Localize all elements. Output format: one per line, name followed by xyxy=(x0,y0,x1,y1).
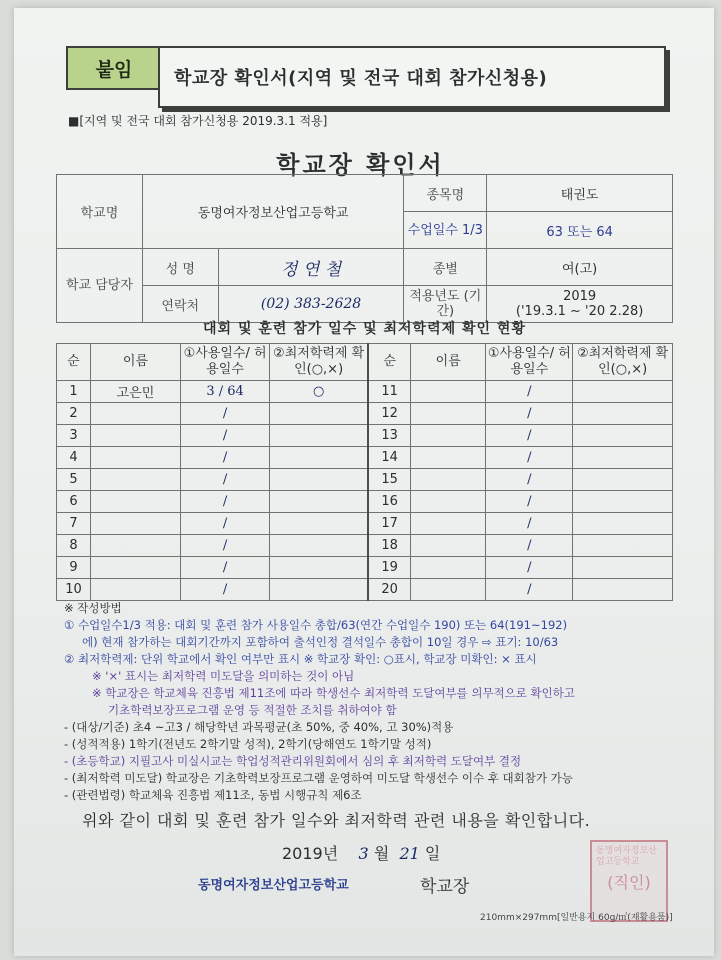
note-3: ※ '×' 표시는 최저학력 미도달을 의미하는 것이 아님 xyxy=(92,669,355,683)
row-number: 14 xyxy=(368,447,410,469)
table-row xyxy=(57,557,673,579)
confirmation-text: 위와 같이 대회 및 훈련 참가 일수와 최저학력 관련 내용을 확인합니다. xyxy=(82,811,591,830)
days-used: / xyxy=(181,469,270,491)
athlete-name xyxy=(90,535,180,557)
academic-check xyxy=(270,425,369,447)
days-used: / xyxy=(181,579,270,601)
table-row xyxy=(57,403,673,425)
contact-value: (02) 383-2628 xyxy=(218,286,404,323)
table-row xyxy=(57,491,673,513)
page-title: 학교장 확인서 xyxy=(276,151,445,179)
days-used: / xyxy=(181,425,270,447)
note-9: - (관련법령) 학교체육 진흥법 제11조, 동법 시행규칙 제6조 xyxy=(64,788,362,802)
section-title: 대회 및 훈련 참가 일수 및 최저학력제 확인 현황 xyxy=(203,321,526,337)
note-8: - (최저학력 미도달) 학교장은 기초학력보장프로그램 운영하여 미도달 학생선수 이수 후 대회참가 가능 xyxy=(64,771,573,785)
col-header-no: 순 xyxy=(368,344,410,381)
contact-label: 연락처 xyxy=(142,286,218,323)
athlete-name xyxy=(411,491,486,513)
manager-name: 정 연 철 xyxy=(218,249,404,286)
days-used: / xyxy=(486,381,573,403)
academic-check xyxy=(270,403,369,425)
athlete-name xyxy=(90,579,180,601)
row-number: 19 xyxy=(368,557,410,579)
athlete-name xyxy=(90,491,180,513)
row-number: 4 xyxy=(57,447,91,469)
paper-spec-footer: 210mm×297mm[일반용지 60g/㎡(재활용품)] xyxy=(480,913,673,923)
athlete-name xyxy=(411,381,486,403)
instructions xyxy=(64,600,674,804)
col-header-days: ①사용일수/ 허용일수 xyxy=(486,344,573,381)
event-value: 태권도 xyxy=(487,175,673,212)
days-used: / xyxy=(486,513,573,535)
table-row xyxy=(57,469,673,491)
row-number: 8 xyxy=(57,535,91,557)
academic-check xyxy=(573,513,673,535)
academic-check xyxy=(270,447,369,469)
class-days-label: 수업일수 1/3 xyxy=(404,212,487,249)
athlete-name xyxy=(411,425,486,447)
class-days-value: 63 또는 64 xyxy=(487,212,673,249)
note-5: - (대상/기준) 초4 ~고3 / 해당학년 과목평균(초 50%, 중 40%, 고 30%)적용 xyxy=(64,720,454,734)
row-number: 13 xyxy=(368,425,410,447)
date-day-unit: 일 xyxy=(424,844,441,863)
days-used: 3 / 64 xyxy=(181,381,270,403)
days-used: / xyxy=(181,513,270,535)
seal-lettering: 동명여자정보산업고등학교 xyxy=(596,846,657,867)
note-7: - (초등학교) 지필고사 미실시교는 학업성적관리위원회에서 심의 후 최저학력 도달여부 결정 xyxy=(64,754,522,768)
note-1b: 에) 현재 참가하는 대회기간까지 포함하여 출석인정 결석일수 총합이 10일 경우 ⇨ 표기: 10/63 xyxy=(82,635,559,649)
note-1a: ① 수업일수1/3 적용: 대회 및 훈련 참가 사용일수 총합/63(연간 수업일수 190) 또는 64(191~192) xyxy=(64,618,568,632)
academic-check xyxy=(270,535,369,557)
note-6: - (성적적용) 1학기(전년도 2학기말 성적), 2학기(당해연도 1학기말 성적) xyxy=(64,737,432,751)
row-number: 2 xyxy=(57,403,91,425)
col-header-academic: ②최저학력제 확인(○,×) xyxy=(270,344,369,381)
athlete-name xyxy=(411,557,486,579)
days-used: / xyxy=(181,403,270,425)
year-range: ('19.3.1 ~ '20 2.28) xyxy=(515,304,644,319)
athlete-name xyxy=(90,425,180,447)
athlete-name xyxy=(411,579,486,601)
row-number: 3 xyxy=(57,425,91,447)
academic-check xyxy=(270,579,369,601)
academic-check: ○ xyxy=(270,381,369,403)
row-number: 10 xyxy=(57,579,91,601)
athlete-name xyxy=(411,403,486,425)
table-header-row xyxy=(57,344,673,381)
academic-check xyxy=(573,535,673,557)
year-label: 적용년도 (기간) xyxy=(404,286,487,323)
school-info-table xyxy=(56,174,673,323)
row-number: 12 xyxy=(368,403,410,425)
name-label: 성 명 xyxy=(142,249,218,286)
col-header-academic: ②최저학력제 확인(○,×) xyxy=(573,344,673,381)
athlete-name xyxy=(90,557,180,579)
days-used: / xyxy=(486,469,573,491)
athlete-name xyxy=(90,447,180,469)
table-row xyxy=(57,381,673,403)
academic-check xyxy=(573,491,673,513)
row-number: 9 xyxy=(57,557,91,579)
col-header-no: 순 xyxy=(57,344,91,381)
school-name: 동명여자정보산업고등학교 xyxy=(142,175,404,249)
row-number: 5 xyxy=(57,469,91,491)
days-used: / xyxy=(486,447,573,469)
date-year: 2019년 xyxy=(282,844,339,863)
academic-check xyxy=(573,425,673,447)
row-number: 1 xyxy=(57,381,91,403)
category-label: 종별 xyxy=(404,249,487,286)
athlete-name: 고은민 xyxy=(90,381,180,403)
days-used: / xyxy=(181,557,270,579)
academic-check xyxy=(573,403,673,425)
academic-check xyxy=(573,381,673,403)
date-day: 21 xyxy=(399,844,420,863)
notes-heading: ※ 작성방법 xyxy=(64,601,122,615)
academic-check xyxy=(270,513,369,535)
academic-check xyxy=(573,447,673,469)
col-header-name: 이름 xyxy=(411,344,486,381)
row-number: 20 xyxy=(368,579,410,601)
table-row xyxy=(57,447,673,469)
days-used: / xyxy=(486,579,573,601)
col-header-name: 이름 xyxy=(90,344,180,381)
seal-label: (직인) xyxy=(607,872,651,892)
academic-check xyxy=(270,491,369,513)
academic-check xyxy=(573,579,673,601)
event-label: 종목명 xyxy=(404,175,487,212)
academic-check xyxy=(573,557,673,579)
table-row xyxy=(57,513,673,535)
document-header-title: 학교장 확인서(지역 및 전국 대회 참가신청용) xyxy=(158,46,666,108)
table-row xyxy=(57,579,673,601)
row-number: 7 xyxy=(57,513,91,535)
days-used: / xyxy=(486,403,573,425)
academic-check xyxy=(270,469,369,491)
applicable-subtitle: ■[지역 및 전국 대회 참가신청용 2019.3.1 적용] xyxy=(68,114,328,128)
row-number: 11 xyxy=(368,381,410,403)
athlete-name xyxy=(90,403,180,425)
days-used: / xyxy=(486,557,573,579)
days-used: / xyxy=(181,535,270,557)
table-row xyxy=(57,535,673,557)
athlete-name xyxy=(411,469,486,491)
date-month-unit: 월 xyxy=(373,844,390,863)
note-4b: 기초학력보장프로그램 운영 등 적절한 조치를 취하여야 함 xyxy=(108,703,397,717)
table-row xyxy=(57,425,673,447)
year-value: 2019 xyxy=(563,289,597,304)
row-number: 18 xyxy=(368,535,410,557)
athlete-name xyxy=(90,469,180,491)
date-month: 3 xyxy=(358,844,369,863)
days-used: / xyxy=(181,447,270,469)
days-used: / xyxy=(181,491,270,513)
year-cell xyxy=(487,286,673,323)
note-2: ② 최저학력제: 단위 학교에서 확인 여부만 표시 ※ 학교장 확인: ○표시, 학교장 미확인: × 표시 xyxy=(64,652,537,666)
manager-label: 학교 담당자 xyxy=(57,249,143,323)
athlete-name xyxy=(90,513,180,535)
athlete-name xyxy=(411,513,486,535)
note-4a: ※ 학교장은 학교체육 진흥법 제11조에 따라 학생선수 최저학력 도달여부를 의무적으로 확인하고 xyxy=(92,686,575,700)
row-number: 16 xyxy=(368,491,410,513)
athlete-name xyxy=(411,447,486,469)
days-used: / xyxy=(486,491,573,513)
school-label: 학교명 xyxy=(57,175,143,249)
col-header-days: ①사용일수/ 허용일수 xyxy=(181,344,270,381)
category-value: 여(고) xyxy=(487,249,673,286)
attachment-badge: 붙임 xyxy=(66,46,162,90)
row-number: 6 xyxy=(57,491,91,513)
principal-title: 학교장 xyxy=(420,877,470,897)
academic-check xyxy=(270,557,369,579)
row-number: 17 xyxy=(368,513,410,535)
sign-date xyxy=(282,841,440,864)
athlete-name xyxy=(411,535,486,557)
days-used: / xyxy=(486,425,573,447)
days-used: / xyxy=(486,535,573,557)
signing-school-name: 동명여자정보산업고등학교 xyxy=(198,878,349,893)
academic-check xyxy=(573,469,673,491)
row-number: 15 xyxy=(368,469,410,491)
participation-table xyxy=(56,343,673,601)
